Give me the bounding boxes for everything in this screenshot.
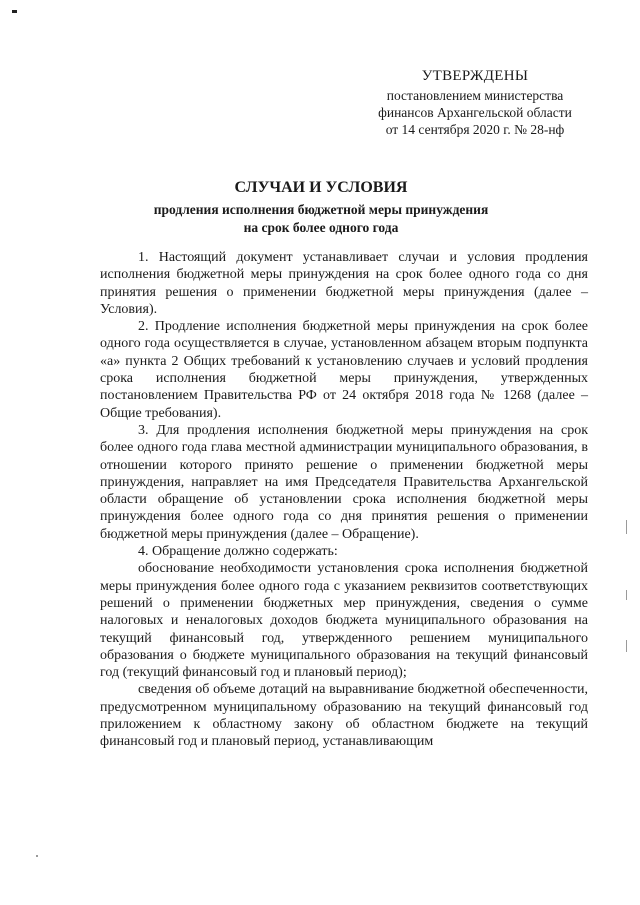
scan-artifact xyxy=(626,590,627,600)
title-main: СЛУЧАИ И УСЛОВИЯ xyxy=(234,179,408,196)
document-title xyxy=(96,178,546,237)
paragraph-4-item-1: обоснование необходимости установления срока исполнения бюджетной меры принуждения более одного года с указанием реквизитов соответствующих решений о применении бюджетных мер принуждения, сведения о сумме налоговых и неналоговых доходов бюджета муниципального образования на текущий финансовый год, утвержденного решением муниципального образования о бюджете муниципального образования на текущий финансовый год (текущий финансовый год и плановый период); xyxy=(100,561,588,681)
scan-artifact xyxy=(626,640,627,652)
paragraph-3: 3. Для продления исполнения бюджетной меры принуждения на срок более одного года глава местной администрации муниципального образования, в отношении которого принято решение о применении бюджетной меры принуждения, направляет на имя Председателя Правительства Архангельской области обращение об установлении срока исполнения бюджетной меры принуждения более одного года со дня принятия решения о применении бюджетной меры принуждения (далее – Обращение). xyxy=(100,422,588,542)
document-body xyxy=(100,249,588,751)
scan-artifact xyxy=(626,520,627,534)
paragraph-4: 4. Обращение должно содержать: xyxy=(138,544,338,560)
title-subtitle-2: на срок более одного года xyxy=(243,220,399,235)
paragraph-2: 2. Продление исполнения бюджетной меры принуждения на срок более одного года осуществляется в случае, установленном абзацем вторым подпункта «а» пункта 2 Общих требований к установлению случаев и условий продления срока исполнения бюджетной меры принуждения, утвержденных постановлением Правительства РФ от 24 октября 2018 года № 1268 (далее – Общие требования). xyxy=(100,319,588,421)
scan-mark xyxy=(12,10,17,13)
approval-line-2: финансов Архангельской области xyxy=(378,105,572,120)
title-subtitle-1: продления исполнения бюджетной меры принуждения xyxy=(153,202,489,217)
approval-line-3: от 14 сентября 2020 г. № 28-нф xyxy=(385,122,565,137)
paragraph-1: 1. Настоящий документ устанавливает случаи и условия продления исполнения бюджетной меры принуждения на срок более одного года со дня принятия решения о применении бюджетной меры принуждения (далее – Условия). xyxy=(100,250,588,317)
approval-stamp xyxy=(330,68,620,138)
approval-heading: УТВЕРЖДЕНЫ xyxy=(421,68,529,84)
scan-artifact xyxy=(36,855,38,857)
paragraph-4-item-2: сведения об объеме дотаций на выравнивание бюджетной обеспеченности, предусмотренном муниципальному образованию на текущий финансовый год приложением к областному закону об областном бюджете на текущий финансовый год и плановый период, устанавливающим xyxy=(100,682,588,750)
approval-line-1: постановлением министерства xyxy=(386,88,564,103)
